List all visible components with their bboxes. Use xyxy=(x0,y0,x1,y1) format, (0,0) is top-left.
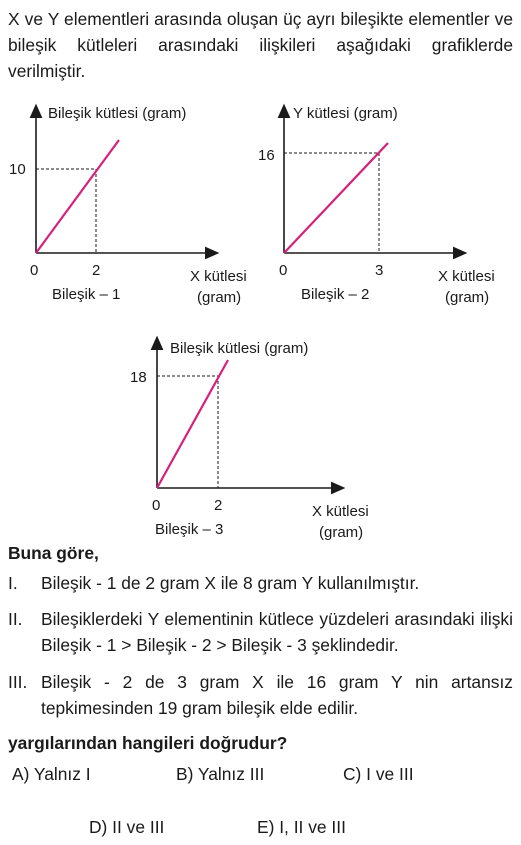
statement-1 xyxy=(8,570,513,596)
graph-bilesik-2 xyxy=(250,100,500,310)
x-axis-label: X kütlesi xyxy=(438,268,495,285)
option-e[interactable]: E) I, II ve III xyxy=(257,817,346,837)
chart-caption: Bileşik – 2 xyxy=(301,286,370,303)
origin-label: 0 xyxy=(30,262,39,279)
question-prompt: yargılarından hangileri doğrudur? xyxy=(8,733,288,753)
graph-bilesik-1 xyxy=(0,100,247,310)
x-tick: 3 xyxy=(375,262,384,279)
intro-text: X ve Y elementleri arasında oluşan üç ayrı bileşikte elementler ve bileşik kütleleri arasındaki ilişkileri aşağıdaki grafiklerde verilmiştir. xyxy=(8,9,513,81)
x-axis-label: X kütlesi xyxy=(312,503,369,520)
x-axis-label: X kütlesi xyxy=(190,268,247,285)
y-axis-label: Bileşik kütlesi (gram) xyxy=(48,105,187,122)
data-line xyxy=(284,143,388,253)
statement-text: Bileşiklerdeki Y elementinin kütlece yüzdeleri arasındaki ilişki Bileşik - 1 > Bileşik - 2 > Bileşik - 3 şeklindedir. xyxy=(41,609,513,655)
y-axis-label: Y kütlesi (gram) xyxy=(293,105,398,122)
option-c[interactable]: C) I ve III xyxy=(343,764,414,784)
option-d[interactable]: D) II ve III xyxy=(89,817,165,837)
option-b[interactable]: B) Yalnız III xyxy=(176,764,265,784)
statement-text: Bileşik - 2 de 3 gram X ile 16 gram Y nin artansız tepkimesinden 19 gram bileşik elde edilir. xyxy=(41,672,513,718)
graph-bilesik-3 xyxy=(122,335,382,545)
option-a[interactable]: A) Yalnız I xyxy=(12,764,91,784)
origin-label: 0 xyxy=(152,497,161,514)
chart-caption: Bileşik – 1 xyxy=(52,286,121,303)
chart-caption: Bileşik – 3 xyxy=(155,521,224,538)
x-tick: 2 xyxy=(214,497,223,514)
y-tick: 10 xyxy=(9,161,26,178)
data-line xyxy=(157,360,228,488)
y-tick: 18 xyxy=(130,369,147,386)
origin-label: 0 xyxy=(279,262,288,279)
statement-number: III. xyxy=(8,672,28,692)
x-axis-unit: (gram) xyxy=(445,289,490,306)
y-axis-label: Bileşik kütlesi (gram) xyxy=(170,340,309,357)
statement-2 xyxy=(8,606,513,658)
question-lead: Buna göre, xyxy=(8,543,99,563)
statement-number: II. xyxy=(8,609,23,629)
y-tick: 16 xyxy=(258,147,275,164)
x-axis-unit: (gram) xyxy=(197,289,242,306)
statement-3 xyxy=(8,669,513,721)
data-line xyxy=(36,140,119,253)
statement-text: Bileşik - 1 de 2 gram X ile 8 gram Y kullanılmıştır. xyxy=(41,573,420,593)
x-axis-unit: (gram) xyxy=(319,524,364,541)
statement-number: I. xyxy=(8,573,18,593)
x-tick: 2 xyxy=(92,262,101,279)
